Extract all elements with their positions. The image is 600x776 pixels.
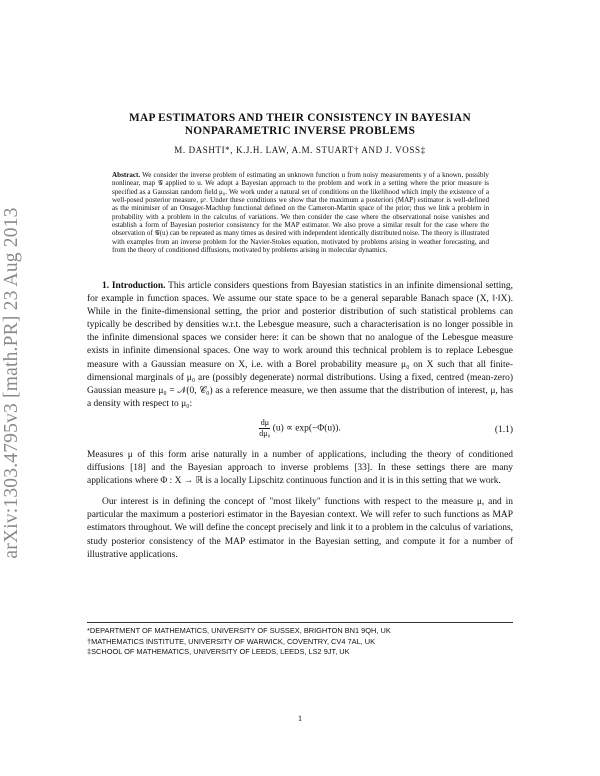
arxiv-margin-stamp: arXiv:1303.4795v3 [math.PR] 23 Aug 2013 <box>1 207 22 559</box>
paper-title-line-1: MAP ESTIMATORS AND THEIR CONSISTENCY IN BAYESIAN <box>129 112 471 124</box>
paper-title-line-2: NONPARAMETRIC INVERSE PROBLEMS <box>184 125 416 137</box>
equation-rhs: (u) ∝ exp(−Φ(u)). <box>272 423 341 434</box>
abstract <box>112 171 489 254</box>
introduction-section <box>87 280 513 562</box>
equation-body <box>87 418 513 439</box>
footnote-sussex: *DEPARTMENT OF MATHEMATICS, UNIVERSITY OF SUSSEX, BRIGHTON BN1 9QH, UK <box>87 626 391 635</box>
intro-paragraph-3: Our interest is in defining the concept of "most likely" functions with respect to the measure μ, and in particular the maximum a posteriori estimator in the Bayesian context. We will refer to such functions as MAP estimators throughout. We will define the concept precisely and link it to a problem in the calculus of variations, study posterior consistency of the MAP estimator in the Bayesian setting, and compute it for a number of illustrative applications. <box>87 497 513 560</box>
footnote-warwick: †MATHEMATICS INSTITUTE, UNIVERSITY OF WARWICK, COVENTRY, CV4 7AL, UK <box>87 636 376 646</box>
footnote-leeds: ‡SCHOOL OF MATHEMATICS, UNIVERSITY OF LEEDS, LEEDS, LS2 9JT, UK <box>87 647 350 657</box>
intro-paragraph-1-text: This article considers questions from Bayesian statistics in an infinite dimensional setting, for example in function spaces. We assume our state space to be a general separable Banach space (X, ‖·‖X). While in the finite-dimensional setting, the prior and posterior distribution of such statistical problems can typically be described by densities w.r.t. the Lebesgue measure, such a characterisation is no longer possible in the infinite dimensional spaces we consider here: it can be shown that no analogue of the Lebesgue measure exists in infinite dimensional spaces. One way to work around this technical problem is to replace Lebesgue measure with a Gaussian measure on X, i.e. with a Borel probability measure μ₀ on X such that all finite-dimensional marginals of μ₀ are (possibly degenerate) normal distributions. Using a fixed, centred (mean-zero) Gaussian measure μ₀ = 𝒩(0, 𝒞₀) as a reference measure, we then assume that the distribution of interest, μ, has a density with respect to μ₀: <box>87 281 513 409</box>
abstract-label: Abstract. <box>112 171 141 179</box>
author-list: M. DASHTI*, K.J.H. LAW, A.M. STUART† AND J. VOSS‡ <box>174 145 426 155</box>
fraction-denominator: dμ₀ <box>259 428 271 438</box>
intro-paragraph-2: Measures μ of this form arise naturally in a number of applications, including the theory of conditioned diffusions [18] and the Bayesian approach to inverse problems [33]. In these settings there are many applications where Φ : X → ℝ is a locally Lipschitz continuous function and it is in this setting that we work. <box>87 449 513 487</box>
page-number: 1 <box>297 713 303 723</box>
radon-nikodym-fraction <box>259 418 270 439</box>
affiliation-footnotes <box>87 622 513 658</box>
fraction-numerator: dμ <box>260 417 269 427</box>
section-heading: 1. Introduction. <box>102 281 166 291</box>
equation-1-1 <box>87 413 513 447</box>
abstract-text: We consider the inverse problem of estimating an unknown function u from noisy measurements y of a known, possibly nonlinear, map 𝒢 applied to u. We adopt a Bayesian approach to the problem and work in a setting where the prior measure is specified as a Gaussian random field μ₀. We work under a natural set of conditions on the likelihood which imply the existence of a well-posed posterior measure, μʸ. Under these conditions we show that the maximum a posteriori (MAP) estimator is well-defined as the minimiser of an Onsager-Machlup functional defined on the Cameron-Martin space of the prior; thus we link a problem in probability with a problem in the calculus of variations. We then consider the case where the observational noise vanishes and establish a form of Bayesian posterior consistency for the MAP estimator. We also prove a similar result for the case where the observation of 𝒢(u) can be repeated as many times as desired with independent identically distributed noise. The theory is illustrated with examples from an inverse problem for the Navier-Stokes equation, motivated by problems arising in weather forecasting, and from the theory of conditioned diffusions, motivated by problems arising in molecular dynamics. <box>112 171 489 255</box>
intro-paragraph-1 <box>87 280 513 411</box>
equation-number: (1.1) <box>494 424 513 435</box>
